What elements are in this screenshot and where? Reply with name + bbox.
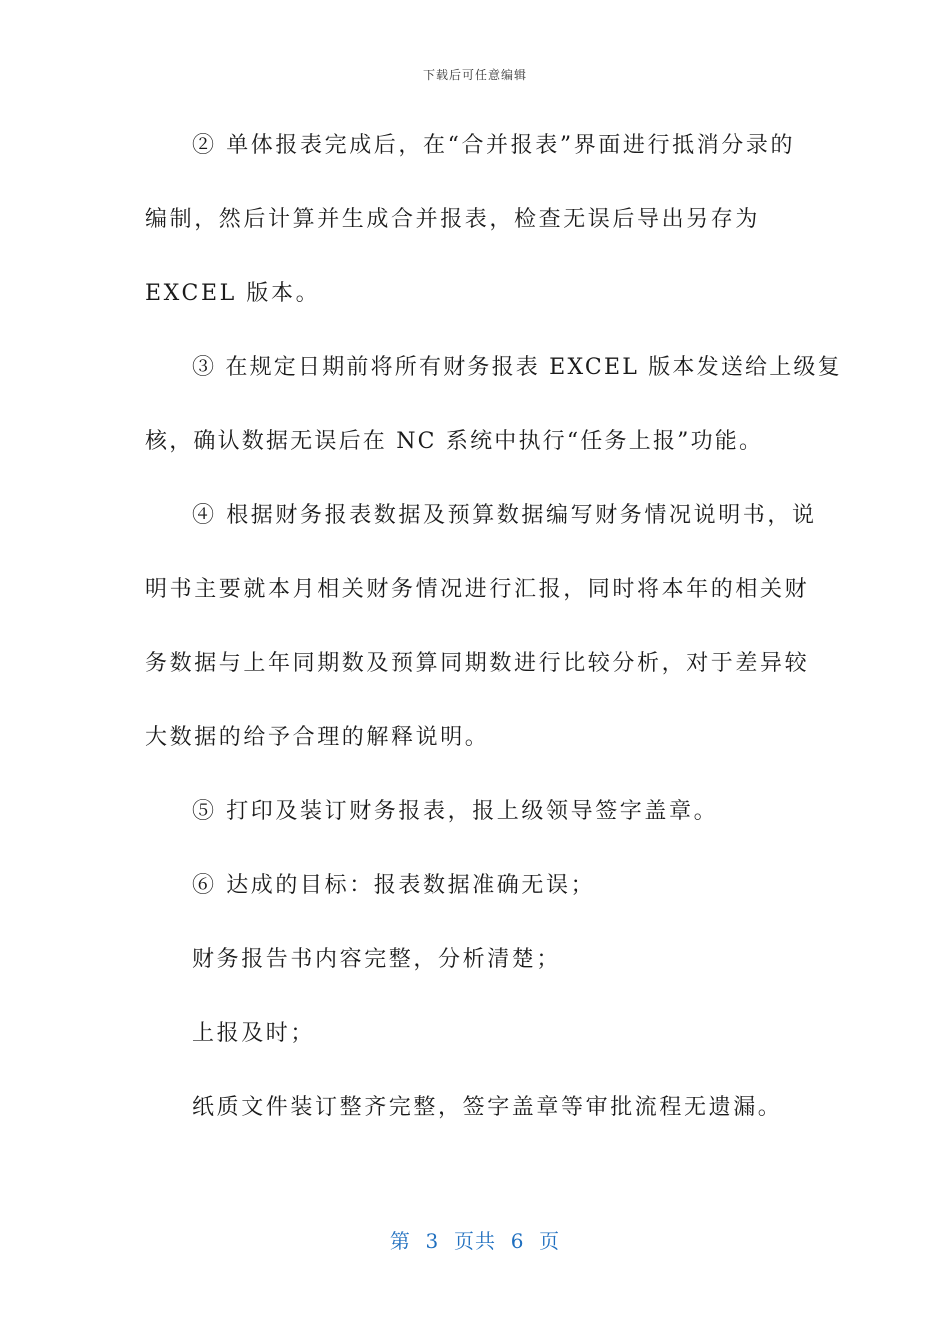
paragraph-line: 大数据的给予合理的解释说明。 [145, 725, 490, 750]
paragraph-line: ② 单体报表完成后，在“合并报表”界面进行抵消分录的 [192, 133, 796, 158]
paragraph-line: ④ 根据财务报表数据及预算数据编写财务情况说明书，说 [192, 503, 817, 528]
paragraph-line: EXCEL 版本。 [145, 281, 321, 306]
paragraph-line: 明书主要就本月相关财务情况进行汇报，同时将本年的相关财 [145, 577, 810, 602]
paragraph-line: ③ 在规定日期前将所有财务报表 EXCEL 版本发送给上级复 [192, 355, 842, 380]
paragraph-line: 上报及时； [192, 1021, 316, 1046]
document-body [145, 127, 842, 1163]
paragraph-line: 核，确认数据无误后在 NC 系统中执行“任务上报”功能。 [145, 429, 764, 454]
paragraph-line: ⑤ 打印及装订财务报表，报上级领导签字盖章。 [192, 799, 719, 824]
paragraph-line: 纸质文件装订整齐完整，签字盖章等审批流程无遗漏。 [192, 1095, 783, 1120]
header-note: 下载后可任意编辑 [422, 68, 527, 82]
paragraph-line: 编制，然后计算并生成合并报表，检查无误后导出另存为 [145, 207, 761, 232]
page-number: 第 3 页共 6 页 [389, 1229, 561, 1253]
paragraph-line: ⑥ 达成的目标：报表数据准确无误； [192, 873, 596, 898]
paragraph-line: 务数据与上年同期数及预算同期数进行比较分析，对于差异较 [145, 651, 810, 676]
paragraph-line: 财务报告书内容完整，分析清楚； [192, 947, 562, 972]
